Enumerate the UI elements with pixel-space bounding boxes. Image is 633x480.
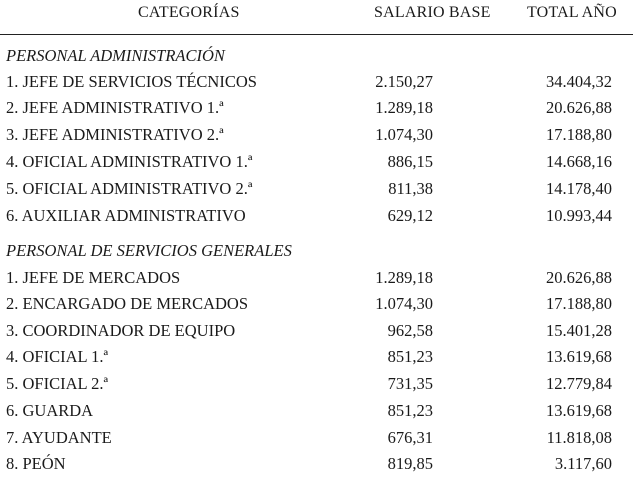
row-salario-base: 1.289,18 bbox=[375, 98, 433, 117]
section-title-servicios-generales: PERSONAL DE SERVICIOS GENERALES bbox=[6, 241, 292, 260]
row-category: 6. GUARDA bbox=[6, 401, 94, 420]
row-category: 6. AUXILIAR ADMINISTRATIVO bbox=[6, 206, 246, 225]
row-category: 7. AYUDANTE bbox=[6, 428, 112, 447]
row-salario-base: 731,35 bbox=[387, 374, 433, 393]
table-row bbox=[0, 268, 633, 294]
row-total-ano: 20.626,88 bbox=[546, 98, 612, 117]
row-salario-base: 1.289,18 bbox=[375, 268, 433, 287]
row-salario-base: 811,38 bbox=[388, 179, 433, 198]
table-row bbox=[0, 321, 633, 347]
row-salario-base: 851,23 bbox=[387, 347, 433, 366]
row-category: 5. OFICIAL ADMINISTRATIVO 2.ª bbox=[6, 179, 253, 198]
row-total-ano: 11.818,08 bbox=[546, 428, 612, 447]
row-salario-base: 819,85 bbox=[387, 454, 433, 473]
table-row bbox=[0, 125, 633, 151]
header-divider bbox=[0, 34, 633, 35]
row-total-ano: 17.188,80 bbox=[546, 125, 612, 144]
row-total-ano: 34.404,32 bbox=[546, 72, 612, 91]
section-title-administracion: PERSONAL ADMINISTRACIÓN bbox=[6, 46, 225, 65]
table-row bbox=[0, 72, 633, 98]
row-salario-base: 1.074,30 bbox=[375, 294, 433, 313]
column-header-salario-base: SALARIO BASE bbox=[374, 4, 491, 21]
row-salario-base: 676,31 bbox=[387, 428, 433, 447]
row-total-ano: 14.668,16 bbox=[546, 152, 612, 171]
row-total-ano: 13.619,68 bbox=[546, 347, 612, 366]
row-total-ano: 12.779,84 bbox=[546, 374, 612, 393]
table-row bbox=[0, 179, 633, 205]
table-row bbox=[0, 294, 633, 320]
row-total-ano: 13.619,68 bbox=[546, 401, 612, 420]
row-salario-base: 886,15 bbox=[387, 152, 433, 171]
row-salario-base: 2.150,27 bbox=[375, 72, 433, 91]
row-category: 4. OFICIAL 1.ª bbox=[6, 347, 109, 366]
table-row bbox=[0, 428, 633, 454]
table-row bbox=[0, 98, 633, 124]
row-total-ano: 14.178,40 bbox=[546, 179, 612, 198]
row-total-ano: 20.626,88 bbox=[546, 268, 612, 287]
table-row bbox=[0, 347, 633, 373]
row-category: 5. OFICIAL 2.ª bbox=[6, 374, 109, 393]
column-header-total-ano: TOTAL AÑO bbox=[527, 4, 617, 21]
row-total-ano: 15.401,28 bbox=[546, 321, 612, 340]
row-total-ano: 17.188,80 bbox=[546, 294, 612, 313]
table-row bbox=[0, 401, 633, 427]
table-row bbox=[0, 454, 633, 480]
row-salario-base: 851,23 bbox=[387, 401, 433, 420]
row-salario-base: 629,12 bbox=[387, 206, 433, 225]
row-category: 2. ENCARGADO DE MERCADOS bbox=[6, 294, 249, 313]
row-total-ano: 3.117,60 bbox=[554, 454, 612, 473]
table-row bbox=[0, 374, 633, 400]
row-category: 3. JEFE ADMINISTRATIVO 2.ª bbox=[6, 125, 224, 144]
row-salario-base: 962,58 bbox=[387, 321, 433, 340]
row-total-ano: 10.993,44 bbox=[546, 206, 612, 225]
table-row bbox=[0, 206, 633, 232]
column-header-categorias: CATEGORÍAS bbox=[138, 4, 240, 21]
row-category: 1. JEFE DE MERCADOS bbox=[6, 268, 181, 287]
row-category: 2. JEFE ADMINISTRATIVO 1.ª bbox=[6, 98, 224, 117]
row-salario-base: 1.074,30 bbox=[375, 125, 433, 144]
row-category: 1. JEFE DE SERVICIOS TÉCNICOS bbox=[6, 72, 257, 91]
row-category: 3. COORDINADOR DE EQUIPO bbox=[6, 321, 236, 340]
row-category: 4. OFICIAL ADMINISTRATIVO 1.ª bbox=[6, 152, 253, 171]
table-row bbox=[0, 152, 633, 178]
row-category: 8. PEÓN bbox=[6, 454, 66, 473]
